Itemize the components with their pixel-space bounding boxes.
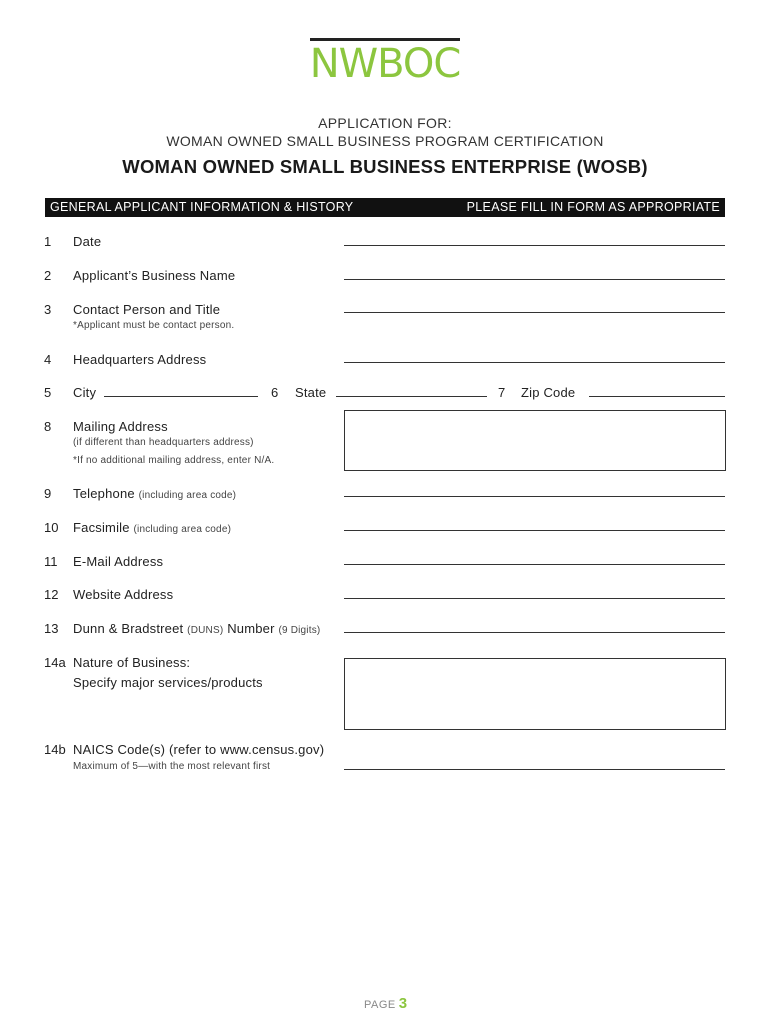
field-label-city: City: [73, 385, 97, 400]
hq-address-field[interactable]: [344, 362, 725, 363]
page-footer: [364, 995, 408, 1012]
duns-label-b: (DUNS): [187, 625, 224, 636]
naics-field[interactable]: [344, 769, 725, 770]
mailing-address-note-2: *If no additional mailing address, enter N/A.: [73, 455, 275, 466]
field-number: 11: [44, 554, 58, 569]
field-number: 13: [44, 621, 59, 636]
field-label-mailing-address: Mailing Address: [73, 419, 168, 434]
mailing-address-note-1: (if different than headquarters address): [73, 437, 254, 448]
field-label-contact-person: Contact Person and Title: [73, 302, 221, 317]
section-bar: [45, 198, 725, 217]
naics-note: Maximum of 5—with the most relevant first: [73, 761, 271, 772]
duns-field[interactable]: [344, 632, 725, 633]
header-line-2: WOMAN OWNED SMALL BUSINESS PROGRAM CERTIFICATION: [166, 133, 604, 149]
section-instruction: PLEASE FILL IN FORM AS APPROPRIATE: [466, 200, 720, 214]
telephone-field[interactable]: [344, 496, 725, 497]
facsimile-label: Facsimile: [73, 520, 130, 535]
field-label-business-name: Applicant’s Business Name: [73, 268, 236, 283]
field-number: 9: [44, 486, 52, 501]
contact-person-note: *Applicant must be contact person.: [73, 320, 235, 331]
page-number: 3: [398, 995, 408, 1012]
contact-person-field[interactable]: [344, 312, 725, 313]
telephone-hint: (including area code): [138, 490, 237, 501]
field-number: 2: [44, 268, 52, 283]
field-number: 14b: [44, 742, 66, 757]
header-line-1: APPLICATION FOR:: [318, 115, 452, 131]
city-field[interactable]: [104, 396, 258, 397]
nature-of-business-box[interactable]: [344, 658, 726, 730]
zip-code-field[interactable]: [589, 396, 725, 397]
field-number: 12: [44, 587, 59, 602]
nwboc-logo: [308, 38, 462, 86]
field-label-telephone: [73, 486, 236, 501]
mailing-address-box[interactable]: [344, 410, 726, 471]
field-label-hq-address: Headquarters Address: [73, 352, 207, 367]
email-field[interactable]: [344, 564, 725, 565]
state-field[interactable]: [336, 396, 487, 397]
field-number: 8: [44, 419, 52, 434]
field-number: 5: [44, 385, 52, 400]
field-label-facsimile: [73, 520, 231, 535]
field-number: 1: [44, 234, 52, 249]
field-number: 4: [44, 352, 52, 367]
field-number: 14a: [44, 655, 66, 670]
date-field[interactable]: [344, 245, 725, 246]
field-label-date: Date: [73, 234, 102, 249]
duns-label-a: Dunn & Bradstreet: [73, 621, 184, 636]
telephone-label: Telephone: [73, 486, 135, 501]
field-number: 7: [498, 385, 506, 400]
page-label: PAGE: [364, 999, 396, 1011]
field-label-website: Website Address: [73, 587, 174, 602]
field-label-major-services: Specify major services/products: [73, 675, 263, 690]
field-number: 3: [44, 302, 52, 317]
field-label-state: State: [295, 385, 327, 400]
section-title: GENERAL APPLICANT INFORMATION & HISTORY: [50, 200, 354, 214]
field-number: 10: [44, 520, 59, 535]
facsimile-hint: (including area code): [133, 524, 232, 535]
field-label-duns: [73, 621, 320, 636]
form-title: WOMAN OWNED SMALL BUSINESS ENTERPRISE (WOSB): [122, 156, 648, 177]
business-name-field[interactable]: [344, 279, 725, 280]
field-label-naics: NAICS Code(s) (refer to www.census.gov): [73, 742, 325, 757]
field-label-email: E-Mail Address: [73, 554, 164, 569]
duns-hint: (9 Digits): [278, 625, 321, 636]
field-label-zip-code: Zip Code: [521, 385, 576, 400]
logo-text: NWBOC: [309, 41, 461, 87]
facsimile-field[interactable]: [344, 530, 725, 531]
field-label-nature-of-business: Nature of Business:: [73, 655, 191, 670]
duns-label-c: Number: [227, 621, 275, 636]
website-field[interactable]: [344, 598, 725, 599]
field-number: 6: [271, 385, 279, 400]
